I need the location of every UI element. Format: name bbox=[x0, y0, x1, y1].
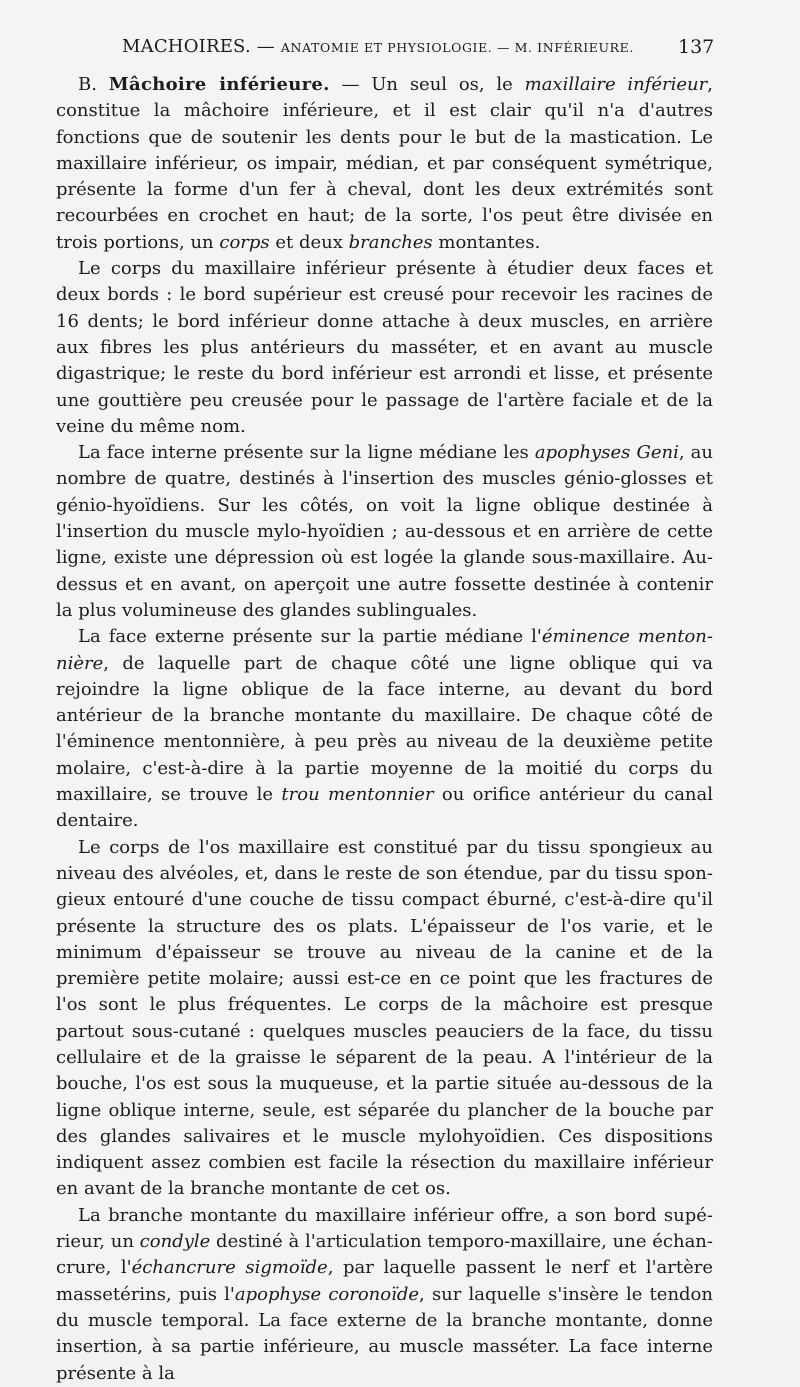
paragraph-3 bbox=[56, 440, 713, 624]
paragraph-4-text-2: , de laquelle part de chaque côté une ligne oblique qui va rejoindre la ligne oblique de la face interne, au devant du bord antérieur de la branche montante du maxillaire. De chaque côté de l'éminence mentonnière, à peu près au niveau de la deuxième petite molaire, c'est-à-dire à la partie moyenne de la moitié du corps du maxillaire, se trouve le bbox=[56, 652, 713, 806]
paragraph-1-text-3: et deux bbox=[269, 231, 349, 253]
paragraph-3-text-2: , au nombre de quatre, destinés à l'insertion des muscles génio-glosses et génio-hyoïdiens. Sur les côtés, on voit la ligne oblique destinée à l'insertion du muscle mylo-hyoïdien ; au-dessous et en arrière de cette ligne, existe une dépression où est logée la glande sous-maxillaire. Au-dessus et en avant, on aperçoit une autre fossette destinée à contenir la plus volumineuse des glandes sublinguales. bbox=[56, 442, 713, 621]
paragraph-5-text-1: Le corps de l'os maxillaire est constitué par du tissu spongieux au niveau des alvéoles, et, dans le reste de son étendue, par du tissu spongieux entouré d'une couche de tissu compact éburné, c'est-à-dire qu'il présente la structure des os plats. L'épaisseur de l'os varie, et le minimum d'épaisseur se trouve au niveau de la canine et de la première petite molaire; aussi est-ce en ce point que les fractures de l'os sont le plus fréquentes. Le corps de la mâchoire est presque partout sous-cutané : quelques muscles peauciers de la face, du tissu cellulaire et de la graisse le séparent de la peau. A l'intérieur de la bouche, l'os est sous la muqueuse, et la partie située au-dessous de la ligne oblique interne, seule, est séparée du plancher de la bouche par des glandes salivaires et le muscle mylohyoïdien. Ces dispositions indiquent assez combien est facile la résection du maxillaire inférieur en avant de la branche montante de cet os. bbox=[56, 836, 713, 1200]
paragraph-4 bbox=[56, 624, 713, 834]
paragraph-6-text-1: La branche montante du maxillaire inférieur offre, a son bord supérieur, un bbox=[56, 1204, 713, 1253]
section-label: B. bbox=[78, 74, 109, 95]
paragraph-6-text-4: , sur laquelle s'insère le tendon du muscle temporal. La face externe de la branche montante, donne insertion, à sa partie inférieure, au muscle masséter. La face interne présente à la bbox=[56, 1283, 713, 1384]
running-head-subtitle: ANATOMIE ET PHYSIOLOGIE. — M. INFÉRIEURE. bbox=[280, 40, 634, 55]
paragraph-3-text-1: La face interne présente sur la ligne médiane les bbox=[78, 442, 535, 464]
section-title: Mâchoire inférieure. bbox=[108, 74, 330, 95]
paragraph-1-text-1: — Un seul os, le bbox=[329, 74, 525, 95]
paragraph-1-text-2: , constitue la mâchoire inférieure, et il est clair qu'il n'a d'autres fonctions que de soutenir les dents pour le but de la mastication. Le maxillaire inférieur, os impair, médian, et par conséquent symétrique, présente la forme d'un fer à cheval, dont les deux extrémités sont recourbées en crochet en haut; de la sorte, l'os peut être divisée en trois portions, un bbox=[56, 74, 713, 253]
paragraph-3-italic-1: apophyses Geni bbox=[534, 442, 679, 464]
paragraph-6 bbox=[56, 1203, 713, 1387]
paragraph-1-text-4: montantes. bbox=[432, 231, 541, 253]
paragraph-4-italic-1: éminence mentonnière bbox=[56, 626, 713, 674]
running-head-left: MACHOIRES. — bbox=[122, 36, 281, 57]
paragraph-2 bbox=[56, 256, 713, 440]
paragraph-6-italic-1: condyle bbox=[139, 1231, 211, 1253]
page-number: 137 bbox=[678, 36, 715, 58]
paragraph-1-italic-2: corps bbox=[219, 231, 270, 253]
paragraph-1-italic-3: branches bbox=[348, 231, 433, 253]
paragraph-2-text-1: Le corps du maxillaire inférieur présente à étudier deux faces et deux bords : le bord supérieur est creusé pour recevoir les racines de 16 dents; le bord inférieur donne attache à deux muscles, en arrière aux fibres les plus antérieurs du masséter, et en avant au muscle digastrique; le reste du bord inférieur est arrondi et lisse, et présente une gouttière peu creusée pour le passage de l'artère faciale et de la veine du même nom. bbox=[56, 258, 713, 437]
paragraph-1 bbox=[56, 72, 713, 256]
paragraph-4-text-1: La face externe présente sur la partie médiane l' bbox=[78, 626, 542, 648]
paragraph-4-text-3: ou orifice antérieur du canal dentaire. bbox=[56, 784, 714, 832]
paragraph-4-italic-2: trou mentonnier bbox=[281, 784, 434, 806]
paragraph-6-italic-2: échancrure sigmoïde bbox=[131, 1257, 328, 1279]
paragraph-6-italic-3: apophyse coronoïde bbox=[234, 1283, 420, 1305]
paragraph-6-text-3: , par laquelle passent le nerf et l'artère massetérins, puis l' bbox=[56, 1257, 714, 1305]
paragraph-1-italic-1: maxillaire inférieur bbox=[524, 74, 708, 95]
body-text bbox=[56, 72, 713, 1387]
paragraph-6-text-2: destiné à l'articulation temporo-maxillaire, une échancrure, l' bbox=[56, 1231, 713, 1279]
running-head bbox=[122, 36, 634, 57]
paragraph-5 bbox=[56, 835, 713, 1203]
running-header bbox=[0, 34, 800, 64]
